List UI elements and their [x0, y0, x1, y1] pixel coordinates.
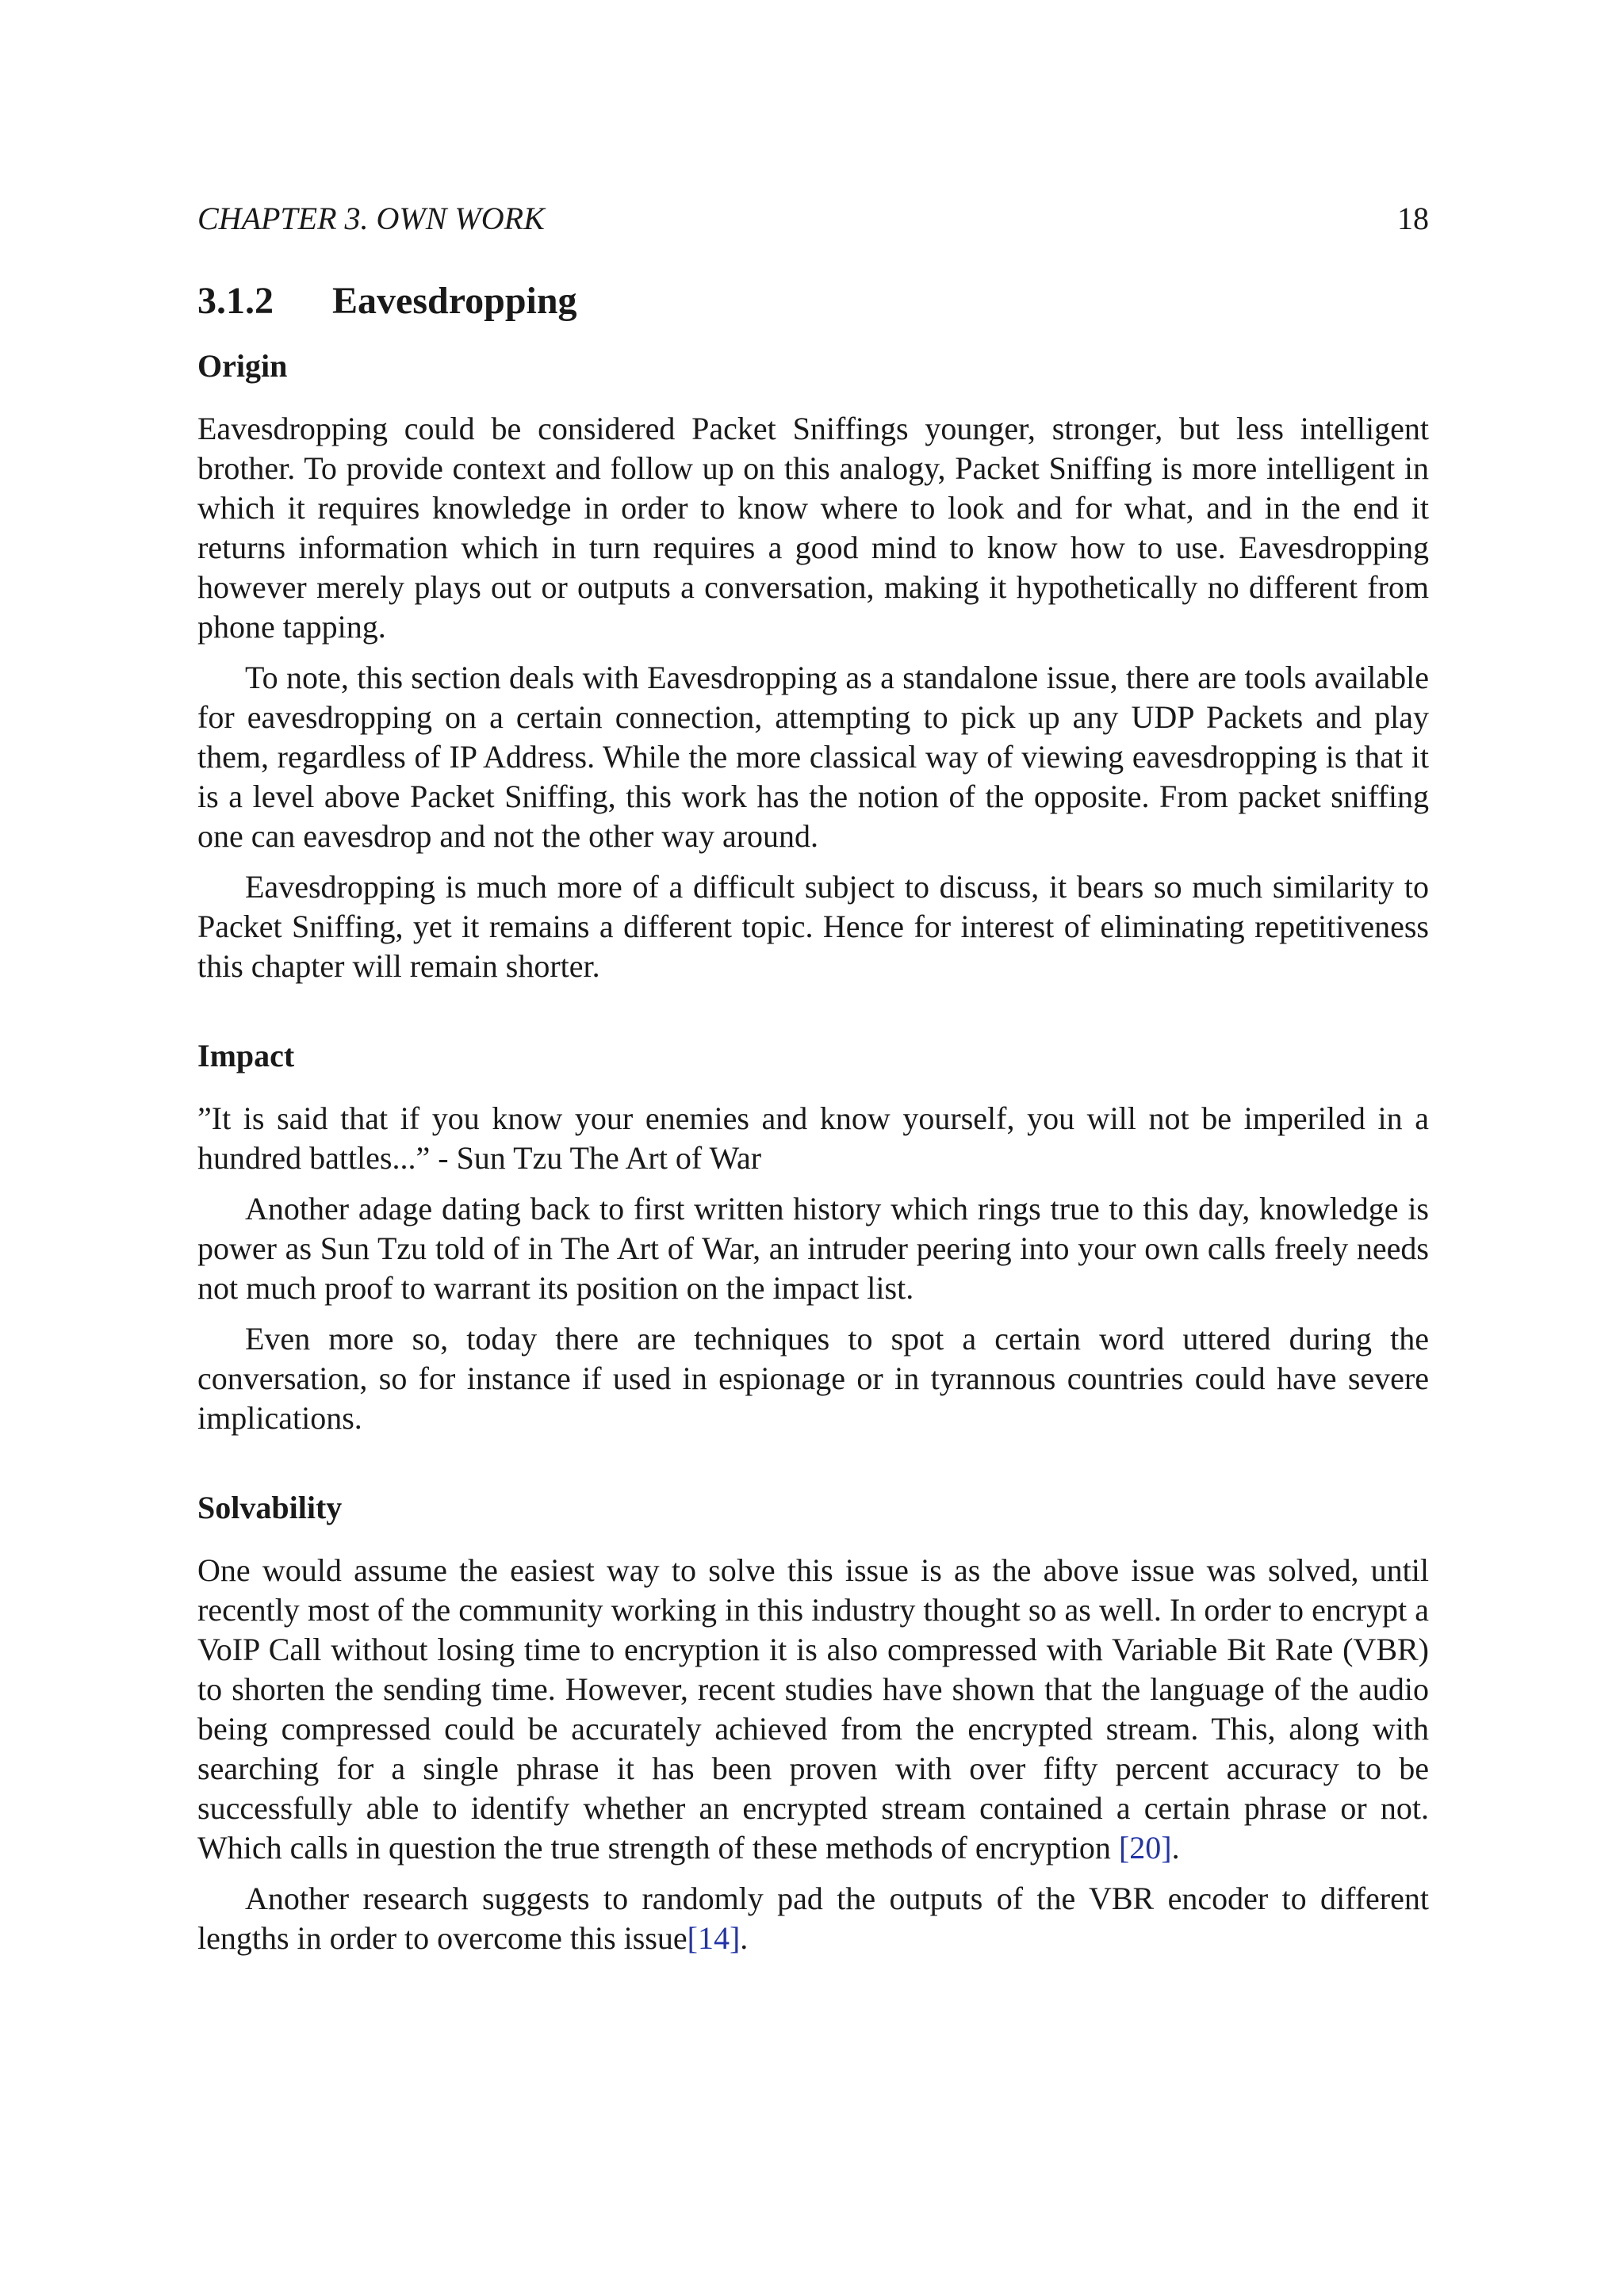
origin-paragraph-2: To note, this section deals with Eavesdropping as a standalone issue, there are tools available for eavesdropping on a certain connection, attempting to pick up any UDP Packets and play them, regardless of IP Address. While the more classical way of viewing eavesdropping is that it is a level above Packet Sniffing, this work has the notion of the opposite. From packet sniffing one can eavesdrop and not the other way around.	[197, 660, 1429, 854]
section-heading	[197, 270, 1429, 333]
origin-paragraph-1: Eavesdropping could be considered Packet Sniffings younger, stronger, but less intelligent brother. To provide context and follow up on this analogy, Packet Sniffing is more intelligent in which it requires knowledge in order to know where to look and for what, and in the end it returns information which in turn requires a good mind to know how to use. Eavesdropping however merely plays out or outputs a conversation, making it hypothetically no different from phone tapping.	[197, 411, 1429, 645]
solvability-paragraph-2	[197, 1879, 1429, 1958]
citation-link-20[interactable]: [20]	[1118, 1830, 1172, 1866]
body-text	[197, 270, 1429, 1969]
solvability-paragraph-1	[197, 1551, 1429, 1868]
origin-paragraph-3: Eavesdropping is much more of a difficult subject to discuss, it bears so much similarity to Packet Sniffing, yet it remains a different topic. Hence for interest of eliminating repetitiveness this chapter will remain shorter.	[197, 869, 1429, 984]
solvability-heading: Solvability	[197, 1490, 343, 1525]
chapter-title: CHAPTER 3. OWN WORK	[197, 201, 545, 236]
origin-heading: Origin	[197, 348, 288, 384]
impact-heading: Impact	[197, 1038, 295, 1073]
section-title: Eavesdropping	[332, 280, 577, 322]
impact-quote: ”It is said that if you know your enemies and know yourself, you will not be imperiled in a hundred battles...” - Sun Tzu The Art of War	[197, 1100, 1429, 1176]
solvability-paragraph-1-text: One would assume the easiest way to solve this issue is as the above issue was solved, until recently most of the community working in this industry thought so as well. In order to encrypt a VoIP Call without losing time to encryption it is also compressed with Variable Bit Rate (VBR) to shorten the sending time. However, recent studies have shown that the language of the audio being compressed could be accurately achieved from the encrypted stream. This, along with searching for a single phrase it has been proven with over fifty percent accuracy to be successfully able to identify whether an encrypted stream contained a certain phrase or not. Which calls in question the true strength of these methods of encryption	[197, 1552, 1429, 1866]
page-number: 18	[1397, 201, 1429, 236]
impact-paragraph-2: Another adage dating back to first written history which rings true to this day, knowledge is power as Sun Tzu told of in The Art of War, an intruder peering into your own calls freely needs not much proof to warrant its position on the impact list.	[197, 1191, 1429, 1306]
section-number: 3.1.2	[197, 280, 274, 322]
solvability-paragraph-1-end: .	[1171, 1830, 1180, 1866]
solvability-paragraph-2-text: Another research suggests to randomly pad the outputs of the VBR encoder to different lengths in order to overcome this issue	[197, 1881, 1429, 1956]
citation-link-14[interactable]: [14]	[687, 1920, 741, 1956]
solvability-paragraph-2-end: .	[740, 1920, 749, 1956]
impact-paragraph-3: Even more so, today there are techniques to spot a certain word uttered during the conversation, so for instance if used in espionage or in tyrannous countries could have severe implications.	[197, 1321, 1429, 1436]
running-header	[197, 197, 1429, 241]
